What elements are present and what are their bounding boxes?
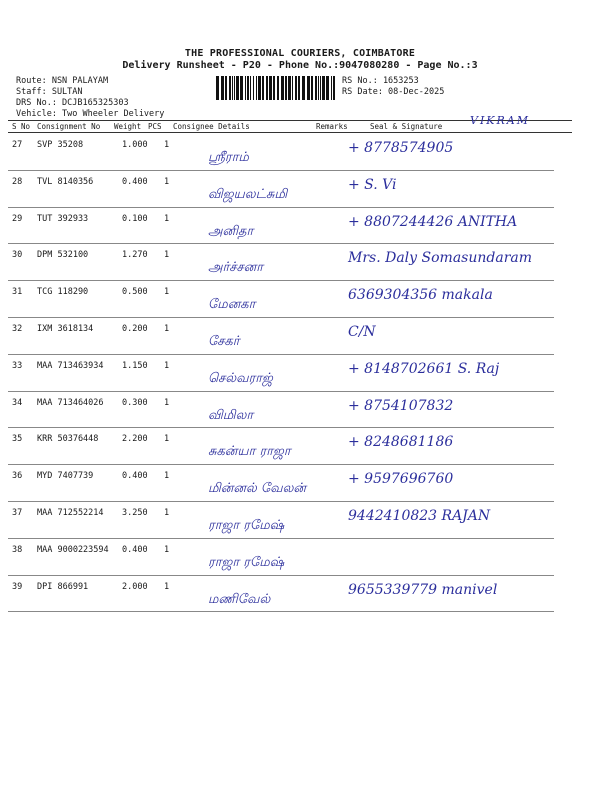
table-row (8, 281, 554, 318)
table-row (8, 576, 554, 613)
barcode-bar (247, 76, 249, 100)
row-weight: 0.300 (122, 397, 148, 408)
row-sno: 33 (12, 360, 23, 371)
row-consignment-no: MAA 713464026 (37, 397, 104, 408)
route-label: Route: NSN PALAYAM (16, 76, 109, 86)
drs-label: DRS No.: DCJB165325303 (16, 98, 129, 108)
row-sno: 36 (12, 471, 23, 482)
table-row (8, 392, 554, 429)
barcode-bar (292, 76, 293, 100)
company-title: THE PROFESSIONAL COURIERS, COIMBATORE (184, 48, 416, 59)
table-row (8, 171, 554, 208)
barcode-bar (331, 76, 332, 100)
row-signature-handwriting: 9655339779 manivel (348, 581, 498, 598)
row-sno: 28 (12, 176, 23, 187)
row-consignment-no: TVL 8140356 (37, 176, 94, 187)
row-pcs: 1 (164, 544, 170, 555)
table-row (8, 502, 554, 539)
row-signature-handwriting: 6369304356 makala (348, 287, 493, 304)
header-bottom-rule (8, 132, 572, 133)
row-weight: 0.400 (122, 544, 148, 555)
barcode-bar (326, 76, 329, 100)
row-consignee-handwriting: மேனகா (208, 297, 256, 313)
row-sno: 32 (12, 324, 23, 334)
barcode-bar (262, 76, 264, 100)
row-sno: 37 (12, 508, 23, 518)
row-consignee-handwriting: அனிதா (208, 223, 254, 239)
table-row (8, 134, 554, 171)
row-consignment-no: DPM 532100 (37, 250, 89, 261)
barcode-bar (250, 76, 251, 100)
row-sno: 30 (12, 250, 23, 261)
row-signature-handwriting: C/N (348, 324, 376, 340)
col-header-remarks: Remarks (316, 122, 348, 131)
row-consignment-no: MYD 7407739 (37, 471, 94, 482)
row-weight: 1.270 (122, 250, 148, 261)
row-pcs: 1 (164, 140, 170, 150)
barcode-bar (311, 76, 313, 100)
row-consignment-no: MAA 712552214 (37, 508, 104, 518)
barcode-bar (245, 76, 246, 100)
barcode-bar (302, 76, 305, 100)
top-handwriting: VIKRAM (470, 114, 530, 127)
barcode-bar (285, 76, 287, 100)
col-header-seal: Seal & Signature (370, 122, 443, 131)
barcode-bar (273, 76, 275, 100)
row-consignee-handwriting: மின்னல் வேலன் (208, 481, 307, 497)
row-sno: 34 (12, 397, 23, 408)
barcode-bar (221, 76, 224, 100)
row-consignee-handwriting: விஜயலட்சுமி (208, 186, 288, 202)
row-pcs: 1 (164, 397, 170, 408)
row-weight: 2.200 (122, 434, 148, 445)
runsheet-subtitle: Delivery Runsheet - P20 - Phone No.:9047080280 - Page No.:3 (122, 60, 478, 71)
barcode-bar (288, 76, 291, 100)
row-consignee-handwriting: ராஜா ரமேஷ் (208, 518, 285, 533)
row-consignment-no: DPI 866991 (37, 581, 89, 592)
col-header-pcs: PCS (148, 122, 162, 131)
table-row (8, 244, 554, 281)
row-weight: 1.150 (122, 360, 148, 371)
row-weight: 0.400 (122, 176, 148, 187)
row-consignment-no: TCG 118290 (37, 287, 89, 298)
rs-number: RS No.: 1653253 (342, 76, 419, 86)
row-consignment-no: MAA 713463934 (37, 360, 104, 371)
table-row (8, 539, 554, 576)
row-pcs: 1 (164, 434, 170, 445)
row-signature-handwriting: + 9597696760 (348, 471, 454, 488)
col-header-consignment: Consignment No (37, 122, 101, 131)
row-consignment-no: MAA 9000223594 (37, 544, 109, 555)
row-consignment-no: SVP 35208 (37, 140, 84, 150)
barcode-bar (269, 76, 272, 100)
row-weight: 0.400 (122, 471, 148, 482)
barcode-bar (266, 76, 268, 100)
barcode-bar (232, 76, 233, 100)
staff-label: Staff: SULTAN (16, 87, 83, 97)
barcode-bar (256, 76, 257, 100)
row-sno: 35 (12, 434, 23, 445)
col-header-consignee: Consignee Details (173, 122, 250, 131)
row-pcs: 1 (164, 287, 170, 298)
row-pcs: 1 (164, 581, 170, 592)
row-signature-handwriting: + S. Vi (348, 176, 397, 193)
barcode-bar (234, 76, 235, 100)
barcode-bar (240, 76, 243, 100)
barcode-bar (318, 76, 319, 100)
barcode-bar (315, 76, 317, 100)
row-consignee-handwriting: ஸ்ரீராம் (208, 150, 249, 165)
runsheet-barcode (216, 76, 338, 100)
row-pcs: 1 (164, 471, 170, 482)
vehicle-label: Vehicle: Two Wheeler Delivery (16, 109, 165, 119)
table-row (8, 355, 554, 392)
row-sno: 39 (12, 581, 23, 592)
barcode-bar (295, 76, 297, 100)
row-signature-handwriting: + 8778574905 (348, 140, 454, 156)
barcode-bar (277, 76, 279, 100)
row-consignee-handwriting: அர்ச்சனா (208, 260, 264, 276)
barcode-bar (307, 76, 310, 100)
barcode-bar (225, 76, 227, 100)
row-consignment-no: IXM 3618134 (37, 324, 94, 334)
row-signature-handwriting: + 8807244426 ANITHA (348, 213, 518, 230)
table-row (8, 318, 554, 355)
row-consignment-no: TUT 392933 (37, 213, 89, 224)
row-signature-handwriting: + 8248681186 (348, 434, 454, 451)
row-sno: 27 (12, 140, 23, 150)
barcode-bar (253, 76, 254, 100)
row-sno: 31 (12, 287, 23, 298)
row-weight: 1.000 (122, 140, 148, 150)
table-row (8, 428, 554, 465)
row-pcs: 1 (164, 360, 170, 371)
barcode-bar (229, 76, 231, 100)
row-sno: 29 (12, 213, 23, 224)
barcode-bar (216, 76, 219, 100)
row-pcs: 1 (164, 176, 170, 187)
barcode-bar (258, 76, 261, 100)
row-weight: 0.500 (122, 287, 148, 298)
row-signature-handwriting: + 8754107832 (348, 397, 454, 414)
row-signature-handwriting: + 8148702661 S. Raj (348, 360, 500, 377)
row-weight: 3.250 (122, 508, 148, 518)
row-weight: 2.000 (122, 581, 148, 592)
table-row (8, 465, 554, 502)
barcode-bar (322, 76, 325, 100)
table-row (8, 208, 554, 245)
row-consignee-handwriting: மணிவேல் (208, 591, 271, 607)
row-weight: 0.200 (122, 324, 148, 334)
row-weight: 0.100 (122, 213, 148, 224)
row-signature-handwriting: Mrs. Daly Somasundaram (348, 250, 533, 267)
barcode-bar (298, 76, 300, 100)
barcode-bar (320, 76, 321, 100)
row-consignee-handwriting: ராஜா ரமேஷ் (208, 554, 285, 570)
col-header-weight: Weight (114, 122, 142, 131)
row-pcs: 1 (164, 213, 170, 224)
row-separator (8, 611, 554, 612)
row-signature-handwriting: 9442410823 RAJAN (348, 508, 491, 524)
row-pcs: 1 (164, 508, 170, 518)
row-consignee-handwriting: சுகன்யா ராஜா (208, 444, 291, 460)
barcode-bar (333, 76, 335, 100)
row-sno: 38 (12, 544, 23, 555)
row-pcs: 1 (164, 250, 170, 261)
row-consignee-handwriting: சேகர் (208, 334, 240, 349)
row-consignee-handwriting: செல்வராஜ் (208, 370, 273, 386)
rs-date: RS Date: 08-Dec-2025 (342, 87, 445, 97)
barcode-bar (281, 76, 284, 100)
row-pcs: 1 (164, 324, 170, 334)
row-consignee-handwriting: விமிலா (208, 407, 254, 423)
row-consignment-no: KRR 50376448 (37, 434, 99, 445)
barcode-bar (236, 76, 239, 100)
col-header-sno: S No (12, 122, 31, 131)
